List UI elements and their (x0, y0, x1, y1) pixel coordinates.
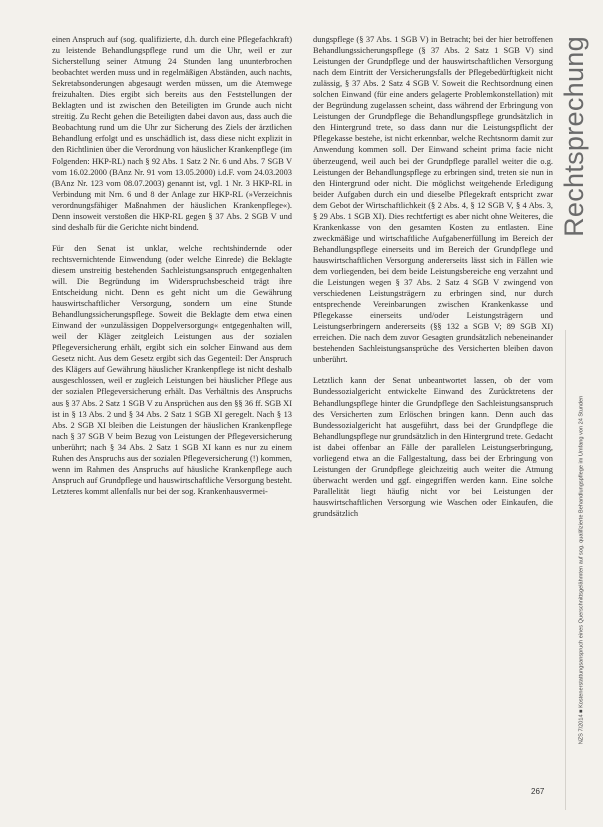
right-paragraph-1: dungspflege (§ 37 Abs. 1 SGB V) in Betracht; bei der hier betroffenen Behandlungssicherungspflege (§ 37 Abs. 2 Satz 1 SGB V) sind Leistungen der Grundpflege und der hauswirtschaftlichen Versorgung nach dem Eintritt der Versicherungsfalls der Pflegebedürftigkeit nicht zulässig, § 37 Abs. 2 Satz 4 SGB V. Soweit die Rechtsordnung einen solchen Einwand (für eine anders gelagerte Problemkonstellation) mit der Begründung zugelassen scheint, dass während der Erbringung von Leistungen der Grundpflege die Behandlungspflege grundsätzlich in den Hintergrund trete, so dass dann nur die Leistungspflicht der Pflegekasse bestehe, ist nicht erkennbar, welche Rechtsnorm damit zur Anwendung kommen soll. Der Einwand scheint prima facie nicht überzeugend, weil auch bei der Grundpflege parallel weiter die o.g. Leistungen der Behandlungspflege zu erbringen sind, treten sie nun in den Hintergrund oder nicht. Die möglichst weitgehende Erledigung beider Aufgaben durch ein und dieselbe Pflegekraft entspricht zwar dem Gebot der Wirtschaftlichkeit (§ 2 Abs. 4, § 12 SGB V, § 4 Abs. 3, § 29 Abs. 1 SGB XI). Dies rechtfertigt es aber nicht ohne Weiteres, die Krankenkasse von den gesamten Kosten zu entlasten. Eine zweckmäßige und wirtschaftliche Aufgabenerfüllung im Bereich der Behandlungspflege einerseits und im Bereich der Grundpflege und hauswirtschaftlichen Versorgung andererseits lässt sich in Fällen wie dem vorliegenden, bei dem beide Leistungsbereiche eng verzahnt und die Leistungen wegen § 37 Abs. 2 Satz 4 SGB V zwingend von verschiedenen Leistungsträgern zu erbringen sind, nur durch entsprechende Vereinbarungen zwischen Krankenkasse und Pflegekasse einerseits und/oder Leistungsträgern und Leistungserbringern andererseits (§§ 132 a SGB V; 89 SGB XI) erreichen. Die nach dem zuvor Gesagten grundsätzlich nebeneinander bestehenden Sachleistungsansprüche des Versicherten bleiben davon unberührt. (313, 35, 553, 365)
right-text-column (313, 34, 553, 529)
section-title-vertical (556, 24, 592, 249)
left-text-column (52, 34, 292, 507)
running-header-text: NZS 7/2014 ■ Kostenerstattungsanspruch eines Querschnittsgelähmten auf sog. qualifizierte Behandlungspflege im Umfang von 24 Stunden (578, 395, 585, 745)
left-paragraph-2: Für den Senat ist unklar, welche rechtshindernde oder rechtsvernichtende Einwendung (oder welche Einrede) die Beklagte diesem unstreitig bestehenden Sachleistungsanspruch entgegenhalten will. Die Begründung im Widerspruchsbescheid trägt ihre Entscheidung nicht. Denn es geht nicht um die Gewährung hauswirtschaftlicher Versorgung, sondern um eine Stunde Behandlungssicherungspflege. Soweit die Beklagte dem etwa einen Einwand der »unzulässigen Doppelversorgung« entgegenhalten will, weil der Kläger zeitgleich Leistungen aus der sozialen Pflegeversicherung erhält, ergibt sich ein solcher Einwand aus dem Gesetz nicht. Aus dem Gesetz ergibt sich das Gegenteil: Der Anspruch des Klägers auf Gewährung häuslicher Krankenpflege ist nicht deshalb ausgeschlossen, weil er zugleich Leistungen bei häuslicher Pflege aus der sozialen Pflegeversicherung erhält. Das Verhältnis des Anspruchs aus § 37 Abs. 2 Satz 1 SGB V zu Ansprüchen aus den §§ 36 ff. SGB XI ist in § 13 Abs. 2 und § 34 Abs. 2 Satz 1 SGB XI geregelt. Nach § 13 Abs. 2 SGB XI bleiben die Leistungen der häuslichen Krankenpflege nach § 37 SGB V beim Bezug von Leistungen der Pflegeversicherung unberührt; nach § 34 Abs. 2 Satz 1 SGB XI kann es nur zu einem Ruhen des Anspruchs aus der sozialen Pflegeversicherung (!) kommen, wenn im Rahmen des Anspruchs auf häusliche Krankenpflege auch Anspruch auf Grundpflege und hauswirtschaftliche Versorgung besteht. Letzteres kommt allenfalls nur bei der sog. Krankenhausvermei- (52, 243, 292, 496)
left-paragraph-1: einen Anspruch auf (sog. qualifizierte, d.h. durch eine Pflegefachkraft) zu leistende Behandlungspflege rund um die Uhr, weil er zur Sicherstellung seiner Atmung 24 Stunden lang ununterbrochen beobachtet werden muss und in regelmäßigen Abständen, auch nachts, Sekretabsonderungen abgesaugt werden müssen, um die Atemwege freizuhalten. Dies ergibt sich bereits aus den Feststellungen der Beklagten und ist zwischen den Beteiligten im Grunde auch nicht streitig. Zu Recht gehen die Beteiligten dabei davon aus, dass auch die Beobachtung rund um die Uhr zur Sicherung des Ziels der ärztlichen Behandlung erfolgt und es unschädlich ist, dass diese nicht explizit in den Richtlinien über die Verordnung von häuslicher Krankenpflege (im Folgenden: HKP-RL) nach § 92 Abs. 1 Satz 2 Nr. 6 und Abs. 7 SGB V vom 16.02.2000 (BAnz Nr. 91 vom 13.05.2000) i.d.F. vom 24.03.2003 (BAnz Nr. 123 vom 08.07.2003) genannt ist, vgl. 1 Nr. 3 HKP-RL in Verbindung mit Nrn. 6 und 8 der Anlage zur HKP-RL (»Verzeichnis verordnungsfähiger Maßnahmen der häuslichen Krankenpflege«). Denn insoweit verstoßen die HKP-RL gegen § 37 Abs. 2 SGB V und sind deshalb für die Gerichte nicht bindend. (52, 35, 292, 232)
running-header-vertical (574, 330, 588, 810)
margin-divider (565, 330, 566, 810)
section-title-text: Rechtsprechung (558, 36, 589, 237)
right-paragraph-2: Letztlich kann der Senat unbeantwortet lassen, ob der vom Bundessozialgericht entwickelte Einwand des Zurücktretens der Behandlungspflege hinter die Grundpflege den Sachleistungsanspruch des Versicherten zum Erlöschen bringen kann. Denn auch das Bundessozialgericht hat ausgeführt, dass bei der Grundpflege die Behandlungspflege nur grundsätzlich in den Hintergrund trete. Gedacht ist dabei offenbar an Fälle der parallelen Leistungserbringung, vorliegend etwa an die Fallgestaltung, dass bei der Erbringung von Leistungen der Grundpflege gleichzeitig auch weiter die Atmung überwacht werden und ggf. eingegriffen werden kann. Eine solche Parallelität liegt häufig nicht vor bei Leistungen der hauswirtschaftlichen Versorgung wie Waschen oder Einkaufen, die grundsätzlich (313, 376, 553, 518)
page-number: 267 (531, 787, 545, 796)
